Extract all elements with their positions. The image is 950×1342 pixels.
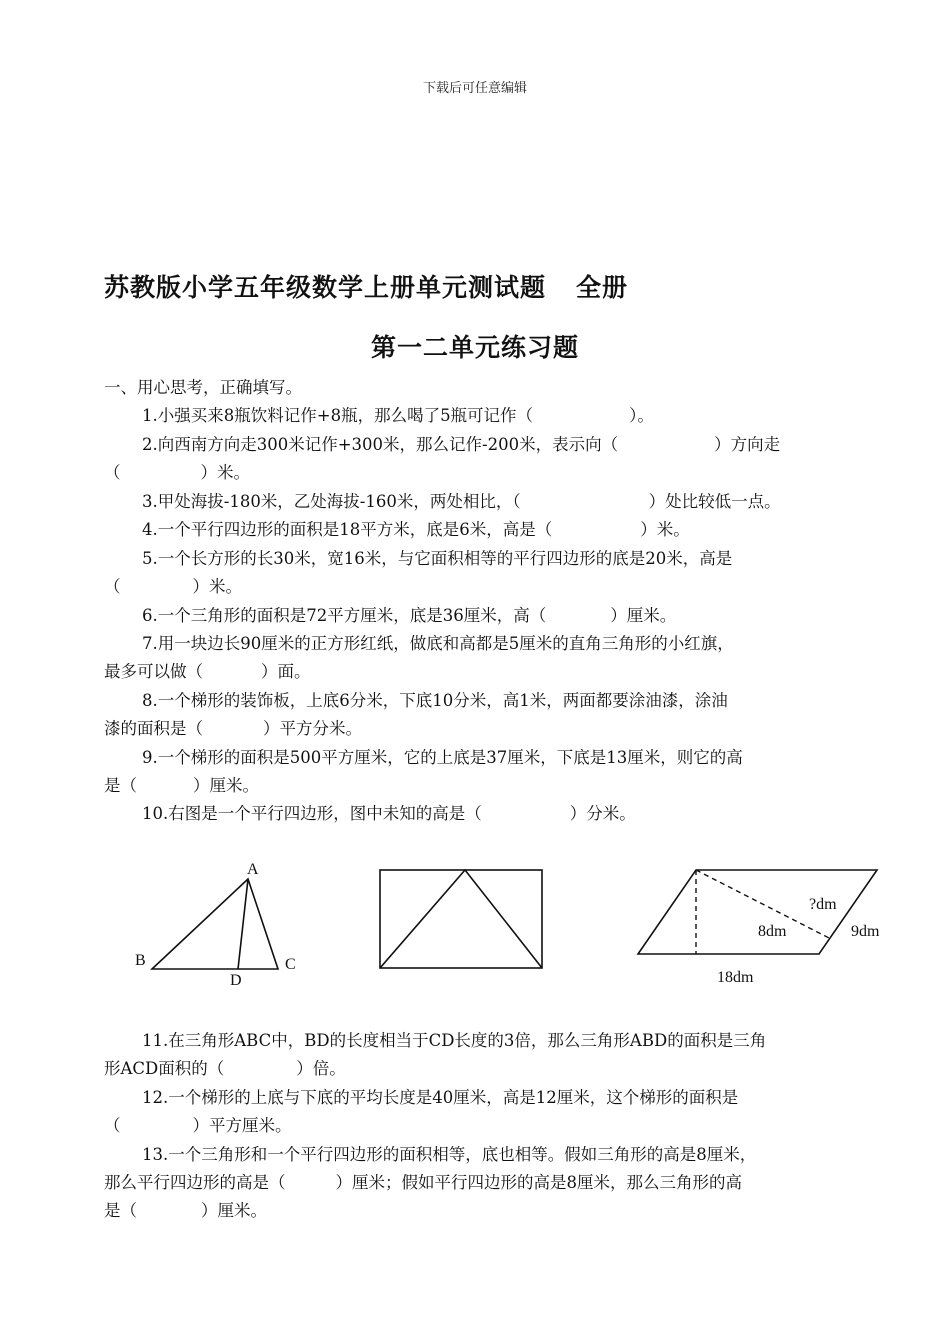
figures <box>120 855 900 1009</box>
parallelogram-outline <box>638 870 877 954</box>
question-2: 2.向西南方向走300米记作+300米，那么记作-200米，表示向（ ）方向走 <box>142 435 781 454</box>
cevian-ad <box>238 879 248 969</box>
question-12-cont: （ ）平方厘米。 <box>104 1116 292 1135</box>
label-b: B <box>135 952 146 969</box>
question-5-cont: （ ）米。 <box>104 577 242 596</box>
question-13: 13.一个三角形和一个平行四边形的面积相等，底也相等。假如三角形的高是8厘米， <box>142 1145 757 1164</box>
title-main: 苏教版小学五年级数学上册单元测试题 <box>104 273 547 302</box>
question-8-cont: 漆的面积是（ ）平方分米。 <box>104 719 362 738</box>
rectangle-outline <box>380 870 542 968</box>
page-subtitle: 第一二单元练习题 <box>370 333 579 362</box>
question-7-cont: 最多可以做（ ）面。 <box>104 662 311 681</box>
label-c: C <box>285 956 296 973</box>
label-unknown-height: ?dm <box>809 896 837 913</box>
question-13-cont2: 是（ ）厘米。 <box>104 1201 267 1220</box>
question-11: 11.在三角形ABC中，BD的长度相当于CD长度的3倍，那么三角形ABD的面积是三角 <box>142 1031 767 1050</box>
page-title <box>104 268 628 304</box>
question-9-cont: 是（ ）厘米。 <box>104 776 259 795</box>
question-4: 4.一个平行四边形的面积是18平方米，底是6米，高是（ ）米。 <box>142 520 690 539</box>
question-6: 6.一个三角形的面积是72平方厘米，底是36厘米，高（ ）厘米。 <box>142 606 677 625</box>
section-heading: 一、用心思考，正确填写。 <box>104 378 302 397</box>
parallelogram-figure <box>638 870 877 954</box>
question-11-cont: 形ACD面积的（ ）倍。 <box>104 1059 346 1078</box>
question-1: 1.小强买来8瓶饮料记作+8瓶，那么喝了5瓶可记作（ ）。 <box>142 406 654 425</box>
rectangle-figure <box>380 870 542 968</box>
triangle-outline <box>152 879 278 969</box>
question-8: 8.一个梯形的装饰板，上底6分米，下底10分米，高1米，两面都要涂油漆，涂油 <box>142 691 728 710</box>
question-13-cont: 那么平行四边形的高是（ ）厘米；假如平行四边形的高是8厘米，那么三角形的高 <box>104 1173 742 1192</box>
triangle-abc <box>152 879 278 969</box>
question-5: 5.一个长方形的长30米，宽16米，与它面积相等的平行四边形的底是20米，高是 <box>142 549 733 568</box>
inscribed-triangle <box>380 870 542 968</box>
question-10: 10.右图是一个平行四边形，图中未知的高是（ ）分米。 <box>142 804 636 823</box>
question-7: 7.用一块边长90厘米的正方形红纸，做底和高都是5厘米的直角三角形的小红旗， <box>142 634 734 653</box>
label-d: D <box>230 972 242 989</box>
label-18dm: 18dm <box>717 969 754 986</box>
question-2-cont: （ ）米。 <box>104 463 250 482</box>
question-9: 9.一个梯形的面积是500平方厘米，它的上底是37厘米，下底是13厘米，则它的高 <box>142 748 743 767</box>
header-note: 下载后可任意编辑 <box>422 81 527 96</box>
label-9dm: 9dm <box>851 923 880 940</box>
figures-svg <box>120 855 900 1005</box>
label-a: A <box>247 861 259 878</box>
label-8dm: 8dm <box>758 923 787 940</box>
title-suffix: 全册 <box>576 273 629 302</box>
question-12: 12.一个梯形的上底与下底的平均长度是40厘米，高是12厘米，这个梯形的面积是 <box>142 1088 739 1107</box>
question-3: 3.甲处海拔-180米，乙处海拔-160米，两处相比，（ ）处比较低一点。 <box>142 492 781 511</box>
